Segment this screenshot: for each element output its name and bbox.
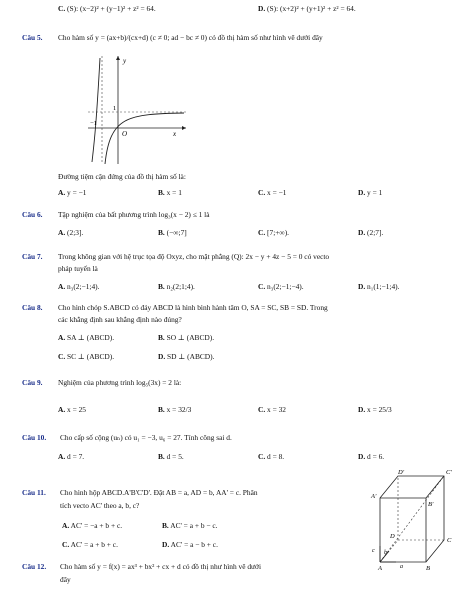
question-text: Nghiệm của phương trình log₅(3x) = 2 là:	[58, 378, 182, 387]
option-text: [7;+∞).	[267, 228, 290, 237]
vector-label-c: c	[372, 548, 375, 554]
option-text: SC ⊥ (ABCD).	[67, 352, 115, 361]
question-number: Câu 10.	[22, 433, 47, 442]
x-axis-label: x	[173, 130, 177, 138]
option-d[interactable]	[358, 452, 384, 461]
option-label: B.	[158, 333, 165, 342]
option-text: x = 32/3	[166, 405, 192, 414]
option-text: (−∞;7]	[166, 228, 187, 237]
option-label: C.	[258, 188, 266, 197]
question-number: Câu 6.	[22, 210, 43, 219]
option-c[interactable]	[258, 188, 286, 197]
option-text: SA ⊥ (ABCD).	[67, 333, 115, 342]
question-text-cont: đây	[60, 575, 71, 584]
vertex-label-b: B	[426, 565, 430, 572]
option-text: y = −1	[67, 188, 87, 197]
question-text: Cho cấp số cộng (uₙ) có u₁ = −3, u₆ = 27. Tính công sai d.	[60, 433, 232, 442]
question-number: Câu 12.	[22, 562, 47, 571]
option-label: C.	[258, 282, 266, 291]
option-d[interactable]	[358, 228, 383, 237]
option-text: d = 7.	[67, 452, 85, 461]
option-c[interactable]	[258, 228, 289, 237]
y-axis-arrow	[116, 56, 120, 60]
option-text: (2;7].	[367, 228, 384, 237]
option-b[interactable]	[158, 282, 195, 291]
option-text: d = 6.	[367, 452, 385, 461]
question-text: Cho hàm số y = (ax+b)/(cx+d) (c ≠ 0; ad − bc ≠ 0) có đồ thị hàm số như hình vẽ dưới đây	[58, 33, 323, 42]
option-label: D.	[158, 352, 166, 361]
option-text: SD ⊥ (ABCD).	[167, 352, 215, 361]
option-d[interactable]	[158, 352, 214, 361]
vertex-label-a1: A'	[371, 493, 377, 500]
option-label: D.	[358, 282, 366, 291]
option-label: B.	[158, 188, 165, 197]
origin-label: O	[122, 130, 128, 138]
vertex-label-b1: B'	[428, 501, 434, 508]
option-label: B.	[158, 452, 165, 461]
curve-left-branch	[92, 58, 100, 162]
edge-b1c1	[426, 476, 444, 498]
option-text: x = 25/3	[367, 405, 392, 414]
option-label: D.	[358, 405, 366, 414]
option-label: D.	[258, 4, 266, 13]
prev-option-c[interactable]	[58, 4, 156, 13]
option-c[interactable]	[62, 540, 118, 549]
option-label: D.	[358, 452, 366, 461]
option-text: y = 1	[367, 188, 383, 197]
option-text: AC' = a − b + c.	[170, 540, 218, 549]
option-b[interactable]	[158, 333, 214, 342]
option-text: x = 32	[267, 405, 286, 414]
option-text: d = 8.	[267, 452, 285, 461]
question-number: Câu 8.	[22, 303, 43, 312]
option-label: A.	[58, 188, 66, 197]
x-axis-arrow	[182, 126, 186, 130]
option-text: AC' = −a + b + c.	[70, 521, 123, 530]
option-label: A.	[58, 228, 66, 237]
option-text: n₁(1;−1;4).	[367, 282, 400, 291]
option-a[interactable]	[58, 333, 114, 342]
question-text-cont: pháp tuyến là	[58, 264, 98, 273]
tick-label-1: 1	[113, 105, 117, 112]
vector-label-b: b	[384, 550, 387, 556]
option-label: C.	[58, 352, 66, 361]
option-text: AC' = a + b − c.	[170, 521, 218, 530]
question-text: Tập nghiệm của bất phương trình log₃(x − 2) ≤ 1 là	[58, 210, 210, 219]
option-text: (2;3].	[67, 228, 84, 237]
option-label: C.	[58, 4, 66, 13]
option-label: C.	[258, 405, 266, 414]
question-text: Cho hình hộp ABCD.A'B'C'D'. Đặt AB = a, AD = b, AA' = c. Phân	[60, 488, 258, 497]
question-number: Câu 9.	[22, 378, 43, 387]
question-number: Câu 5.	[22, 33, 43, 42]
option-text: x = −1	[267, 188, 287, 197]
parallelepiped-figure	[362, 466, 460, 572]
option-c[interactable]	[258, 282, 304, 291]
option-text: x = 25	[67, 405, 86, 414]
option-a[interactable]	[58, 452, 84, 461]
option-label: C.	[258, 452, 266, 461]
vertex-label-c1: C'	[446, 469, 452, 476]
option-label: D.	[162, 540, 170, 549]
vertex-label-d1: D'	[398, 469, 405, 476]
vector-label-a: a	[400, 564, 403, 570]
option-a[interactable]	[62, 521, 122, 530]
vertex-label-a: A	[378, 565, 382, 572]
option-text: (S): (x−2)² + (y−1)² + z² = 64.	[67, 4, 156, 13]
tick-label-minus-1: −1	[90, 120, 97, 127]
option-b[interactable]	[158, 452, 184, 461]
option-label: C.	[62, 540, 70, 549]
option-d[interactable]	[358, 405, 392, 414]
option-label: A.	[58, 282, 66, 291]
vertex-label-d: D	[390, 533, 395, 540]
question-text: Trong không gian với hệ trục tọa độ Oxyz, cho mặt phẳng (Q): 2x − y + 4z − 5 = 0 có vecto	[58, 252, 330, 261]
option-label: D.	[358, 188, 366, 197]
option-b[interactable]	[162, 521, 218, 530]
curve-right-branch	[105, 113, 184, 164]
option-text: x = 1	[166, 188, 182, 197]
option-text: (S): (x+2)² + (y+1)² + z² = 64.	[267, 4, 356, 13]
option-b[interactable]	[158, 188, 182, 197]
option-label: B.	[158, 228, 165, 237]
option-c[interactable]	[58, 352, 114, 361]
diagonal-ac1	[380, 476, 444, 562]
question-number: Câu 7.	[22, 252, 43, 261]
question-text: Cho hình chóp S.ABCD có đáy ABCD là hình bình hành tâm O, SA = SC, SB = SD. Trong	[58, 303, 328, 312]
vertex-label-c: C	[447, 537, 452, 544]
option-d[interactable]	[162, 540, 218, 549]
option-text: n₃(2;−1;4).	[67, 282, 100, 291]
option-label: A.	[58, 333, 66, 342]
option-d[interactable]	[358, 282, 399, 291]
option-label: B.	[158, 405, 165, 414]
option-label: D.	[358, 228, 366, 237]
question-text-cont: các khẳng định sau khẳng định nào đúng?	[58, 315, 182, 324]
option-label: A.	[58, 452, 66, 461]
option-b[interactable]	[158, 405, 191, 414]
option-c[interactable]	[258, 405, 286, 414]
question-text-cont: tích vecto AC' theo a, b, c?	[60, 501, 140, 510]
option-b[interactable]	[158, 228, 187, 237]
hyperbola-graph	[88, 54, 188, 166]
option-text: AC' = a + b + c.	[70, 540, 118, 549]
option-c[interactable]	[258, 452, 284, 461]
y-axis-label: y	[123, 57, 127, 65]
option-label: B.	[162, 521, 169, 530]
option-a[interactable]	[58, 188, 86, 197]
option-label: C.	[258, 228, 266, 237]
option-a[interactable]	[58, 405, 86, 414]
option-a[interactable]	[58, 282, 99, 291]
option-label: B.	[158, 282, 165, 291]
option-label: A.	[62, 521, 70, 530]
option-label: A.	[58, 405, 66, 414]
option-text: n₂(2;1;4).	[166, 282, 195, 291]
option-a[interactable]	[58, 228, 83, 237]
option-d[interactable]	[358, 188, 382, 197]
option-text: n₃(2;−1;−4).	[267, 282, 304, 291]
prev-option-d[interactable]	[258, 4, 356, 13]
option-text: SO ⊥ (ABCD).	[166, 333, 215, 342]
question-prompt: Đường tiệm cận đứng của đồ thị hàm số là:	[58, 172, 186, 181]
question-number: Câu 11.	[22, 488, 46, 497]
option-text: d = 5.	[166, 452, 184, 461]
question-text: Cho hàm số y = f(x) = ax³ + bx² + cx + d có đồ thị như hình vẽ dưới	[60, 562, 261, 571]
